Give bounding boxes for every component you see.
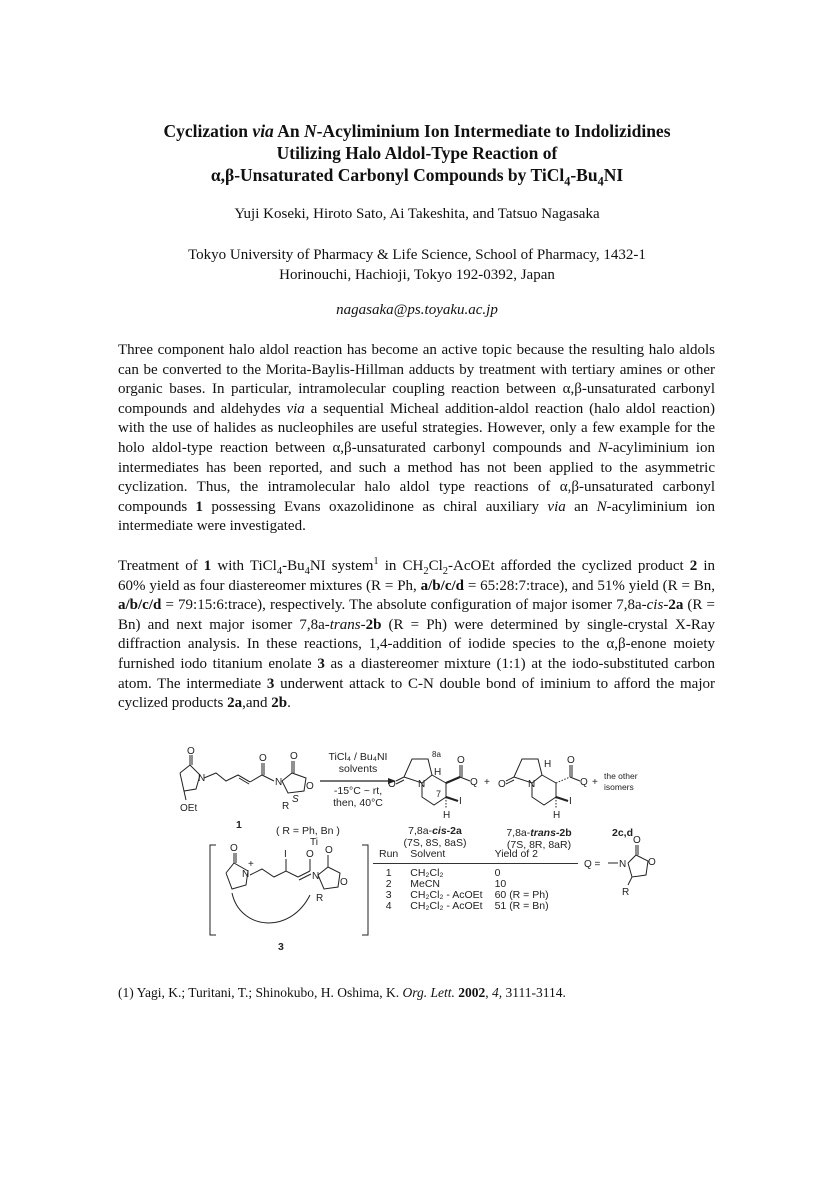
title-line-1: Cyclization via An N-Acyliminium Ion Intermediate to Indolizidines — [163, 121, 671, 141]
atom-label: N — [418, 779, 426, 790]
compound-2a-label: 7,8a-cis-2a (7S, 8S, 8aS) — [403, 825, 467, 849]
reagents: TiCl₄ / Bu₄NI solvents — [328, 751, 388, 775]
footnote-reference: (1) Yagi, K.; Turitani, T.; Shinokubo, H. Oshima, K. Org. Lett. 2002, 4, 3111-3114. — [118, 985, 566, 1000]
table-row: 3 CH₂Cl₂ - AcOEt 60 (R = Ph) — [385, 889, 549, 901]
compound-3-structure — [226, 853, 340, 923]
atom-label: O — [648, 857, 656, 868]
footnote-ref[interactable]: 1 — [373, 556, 379, 567]
atom-label: O — [388, 779, 396, 790]
table-row: 4 CH₂Cl₂ - AcOEt 51 (R = Bn) — [385, 900, 549, 912]
authors: Yuji Koseki, Hiroto Sato, Ai Takeshita, and Tatsuo Nagasaka — [234, 206, 600, 222]
atom-label: I — [569, 796, 572, 807]
paragraph-2: Treatment of 1 with $TiCl_4-Bu_4NI$ system$^1$ in $CH_2Cl_2$-AcOEt afforded the cyclized product 2 in 60% yield as four diastereomer mixtures (R = Ph, a/b/c/d = 65:28:7:trace), and 51% yield (R = Bn, a/b/c/d = 79:15:6:trace), respectively. The absolute configuration of major isomer 7,8a-cis-2a (R = Bn) and next major isomer 7,8a-trans-2b (R = Ph) were determined by single-crystal X-Ray diffraction analysis. In these reactions, 1,4-addition of iodide species to the α,β-enone moiety furnished iodo titanium enolate 3 as a diastereomer mixture (1:1) at the iodo-substituted carbon atom. The intermediate 3 underwent attack to C-N double bond of iminium to afford the major cyclized products 2a,and 2b. — [118, 556, 716, 712]
atom-label: H — [434, 767, 442, 778]
title-line-2: Utilizing Halo Aldol-Type Reaction of — [276, 143, 558, 163]
atom-label: 8a — [432, 750, 441, 759]
other-isomers-note: the other isomers — [604, 771, 638, 792]
atom-label: O — [306, 849, 314, 860]
atom-label: O — [306, 781, 314, 792]
atom-label: S — [292, 794, 299, 805]
atom-label: O — [340, 877, 348, 888]
atom-label: O — [230, 843, 238, 854]
atom-label: + — [248, 859, 254, 870]
compound-1-r-groups: ( R = Ph, Bn ) — [276, 825, 340, 837]
compound-3-label: 3 — [278, 941, 284, 953]
title-line-3: α,β-Unsaturated Carbonyl Compounds by $TiCl_4-Bu_4NI$ — [210, 165, 624, 189]
bracket-left — [210, 845, 216, 935]
table-row: 2 MeCN 10 — [385, 878, 507, 890]
atom-label: Q = — [584, 859, 601, 870]
atom-label: O — [290, 751, 298, 762]
affiliation — [80, 245, 754, 285]
atom-label: 7 — [436, 789, 442, 799]
table-header-row — [373, 848, 578, 864]
plus-sign: + — [592, 777, 598, 788]
atom-label: N — [198, 773, 206, 784]
atom-label: H — [544, 759, 552, 770]
atom-label: R — [282, 801, 290, 812]
atom-label: OEt — [180, 803, 198, 814]
bracket-right — [362, 845, 368, 935]
table-row: 1 CH₂Cl₂ 0 — [385, 867, 501, 879]
atom-label: R — [316, 893, 324, 904]
col-solvent: Solvent — [404, 848, 488, 864]
paper-title — [80, 120, 754, 189]
atom-label: O — [259, 753, 267, 764]
plus-sign: + — [484, 777, 490, 788]
col-run: Run — [373, 848, 404, 864]
atom-label: I — [459, 796, 462, 807]
atom-label: Ti — [310, 837, 318, 848]
atom-label: N — [242, 869, 250, 880]
atom-label: O — [457, 755, 465, 766]
atom-label: N — [275, 777, 283, 788]
atom-label: H — [443, 810, 451, 821]
compound-1-label: 1 — [236, 819, 242, 831]
reaction-scheme — [160, 745, 680, 965]
affiliation-line-1: Tokyo University of Pharmacy & Life Science, School of Pharmacy, 1432-1 — [188, 247, 646, 263]
atom-label: N — [312, 871, 320, 882]
atom-label: O — [567, 755, 575, 766]
affiliation-line-2: Horinouchi, Hachioji, Tokyo 192-0392, Japan — [279, 267, 555, 283]
compound-2cd-label: 2c,d — [612, 827, 634, 839]
paragraph-1: Three component halo aldol reaction has become an active topic because the resulting halo aldols can be converted to the Morita-Baylis-Hillman adducts by treatment with tertiary amines or other organic bases. In particular, intramolecular coupling reaction between α,β-unsaturated carbonyl compounds and aldehydes via a sequential Micheal addition-aldol reaction (halo aldol reaction) with the use of halides as nucleophiles are useful strategies. However, only a few example for the holo aldol-type reaction between α,β-unsaturated carbonyl compounds and N-acyliminium ion intermediates has been reported, and such a method has not been applied to the asymmetric cyclization. Thus, the intramolecular halo aldol type reactions of α,β-unsaturated carbonyl compounds 1 possessing Evans oxazolidinone as chiral auxiliary via an N-acyliminium ion intermediate were investigated. — [118, 342, 716, 535]
atom-label: Q — [580, 777, 588, 788]
atom-label: N — [619, 859, 627, 870]
atom-label: O — [325, 845, 333, 856]
atom-label: Q — [470, 777, 478, 788]
atom-label: H — [553, 810, 561, 821]
atom-label: R — [622, 887, 630, 898]
atom-label: I — [284, 849, 287, 860]
atom-label: O — [633, 835, 641, 846]
col-yield: Yield of 2 — [489, 848, 578, 864]
atom-label: O — [187, 746, 195, 757]
conditions-table — [373, 848, 578, 912]
atom-label: O — [498, 779, 506, 790]
email: nagasaka@ps.toyaku.ac.jp — [336, 302, 498, 318]
conditions: -15°C ~ rt, then, 40°C — [333, 785, 383, 809]
atom-label: N — [528, 779, 536, 790]
q-structure — [608, 845, 648, 885]
compound-2b-label: 7,8a-trans-2b (7S, 8R, 8aR) — [506, 827, 572, 851]
